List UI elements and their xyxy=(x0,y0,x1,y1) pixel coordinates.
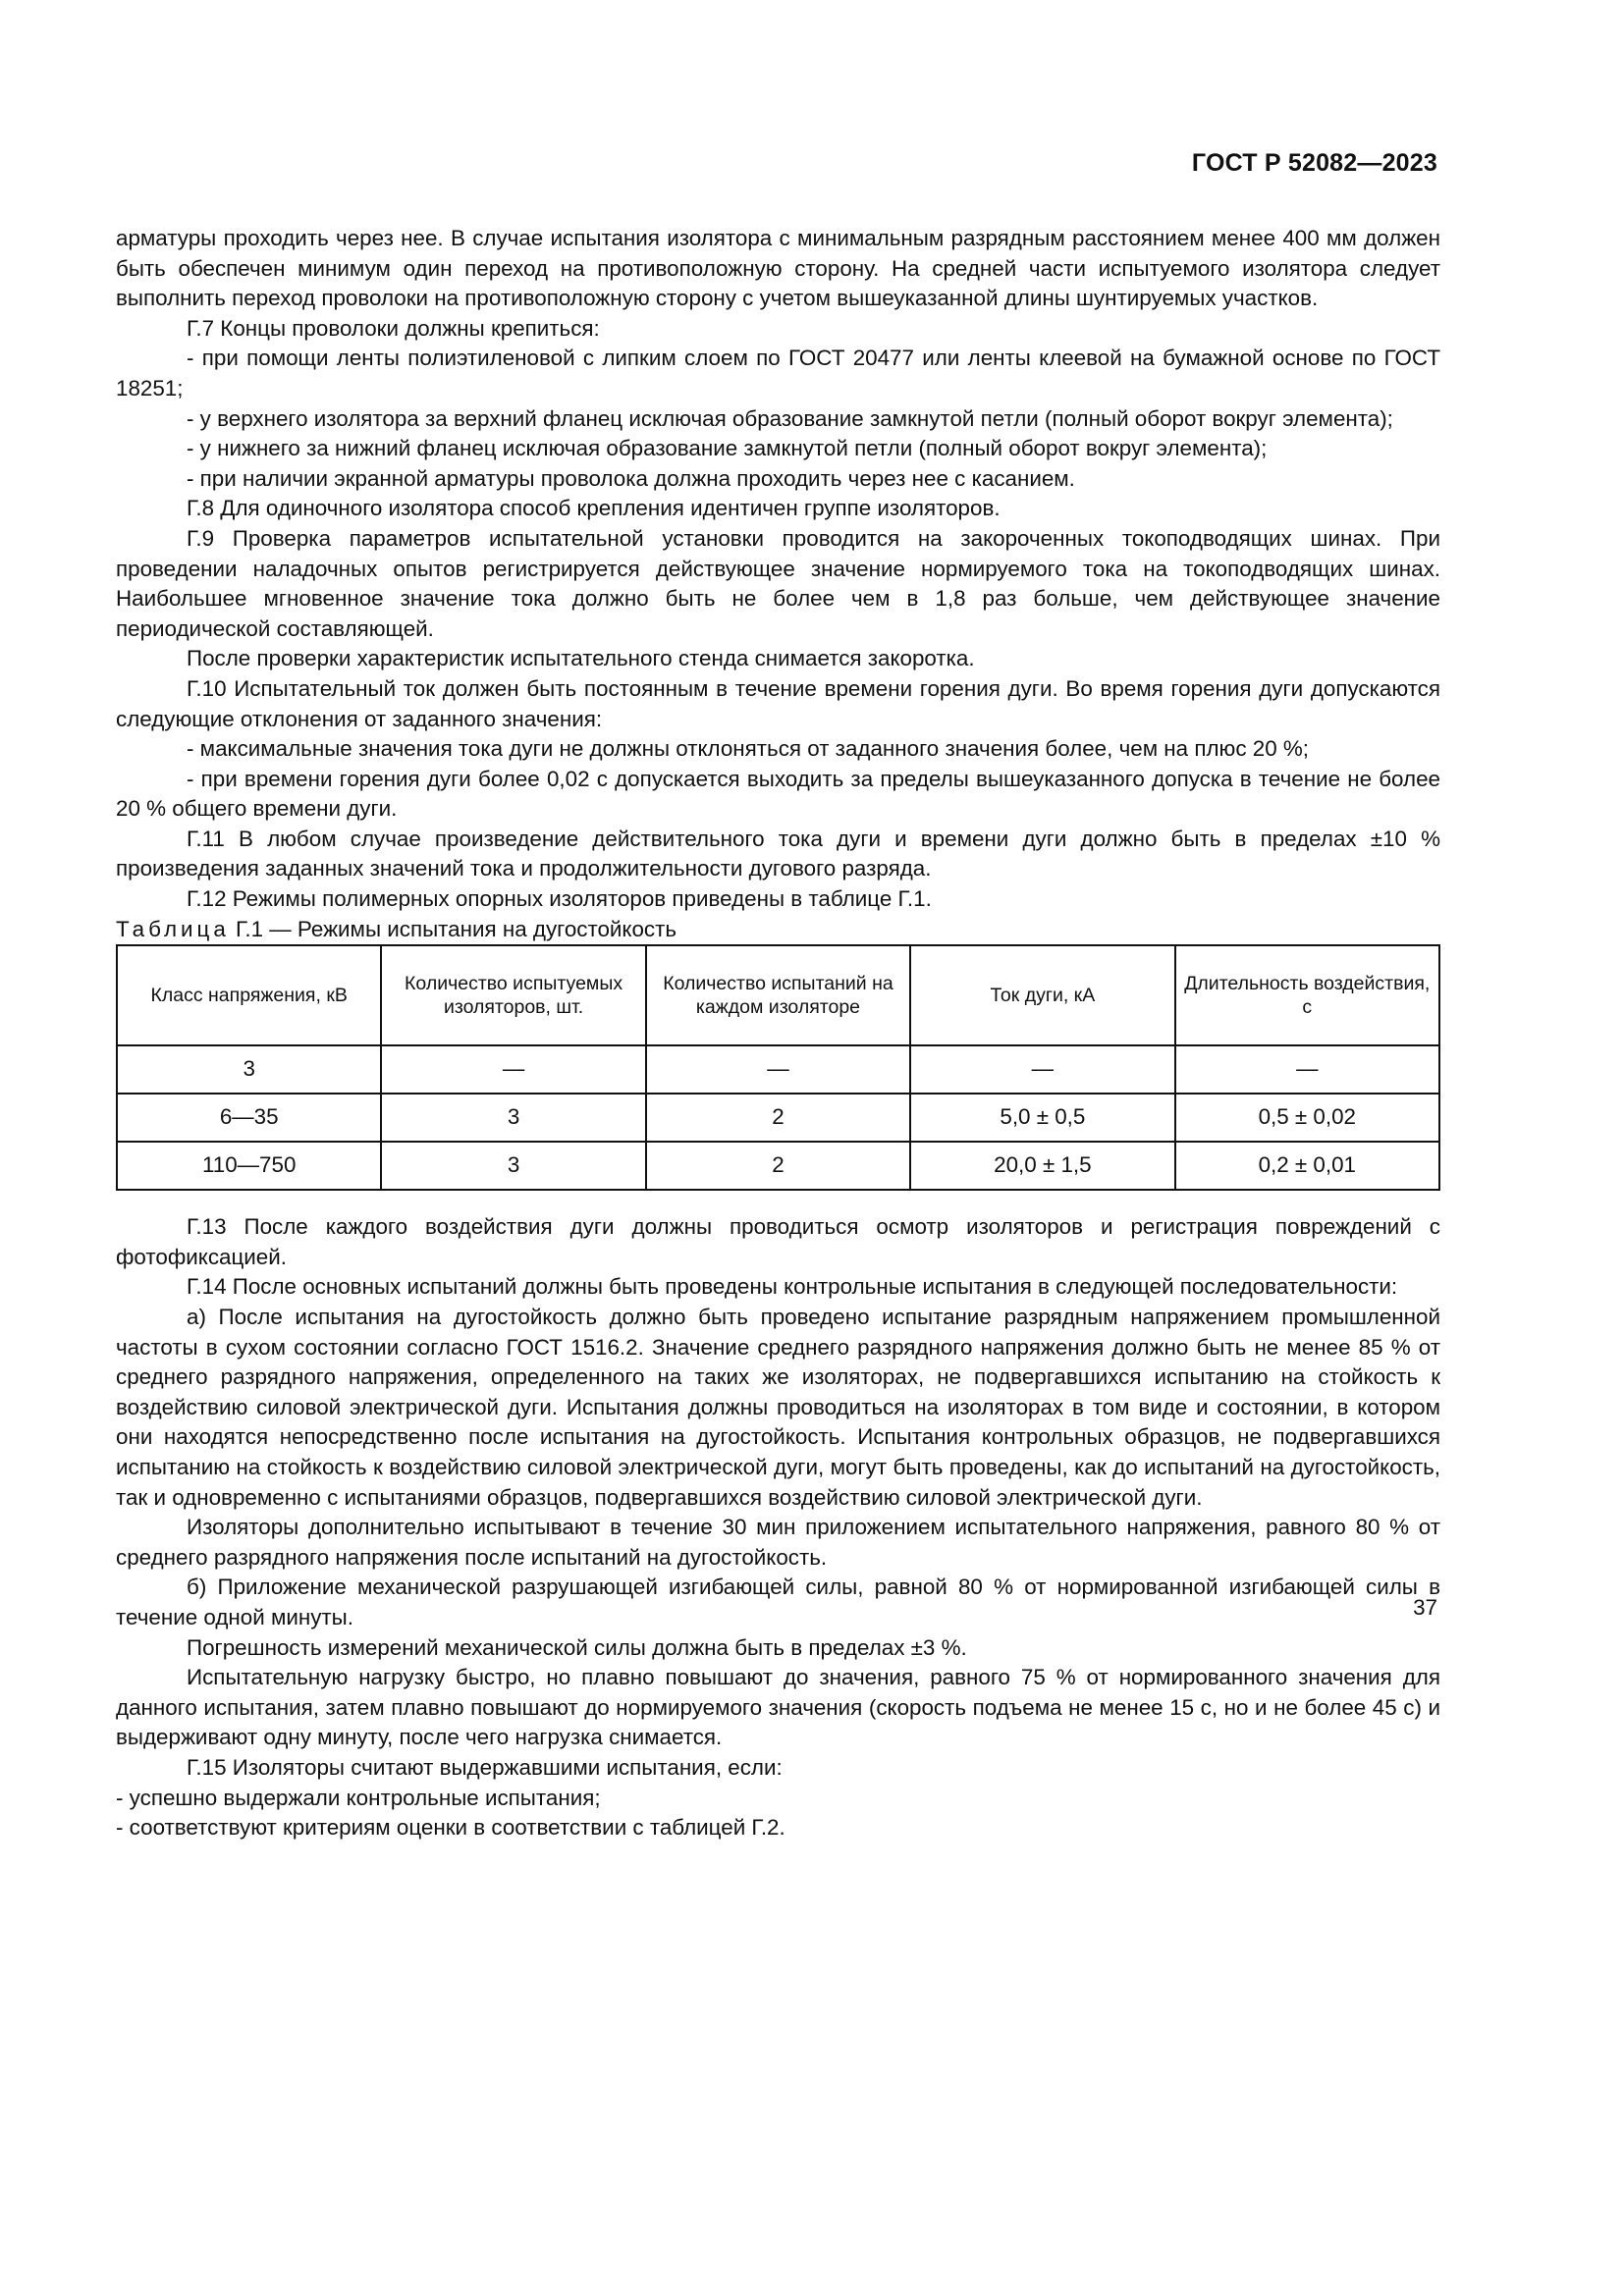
paragraph: - максимальные значения тока дуги не должны отклоняться от заданного значения более, чем на плюс 20 %; xyxy=(187,736,1310,762)
paragraph: Г.7 Концы проволоки должны крепиться: xyxy=(187,315,600,341)
table-header-cell: Количество испытуемых изоляторов, шт. xyxy=(381,945,645,1045)
paragraph: б) Приложение механической разрушающей изгибающей силы, равной 80 % от нормированной изгибающей силы в течение одной минуты. xyxy=(116,1575,1440,1629)
table-row xyxy=(117,1045,1439,1094)
paragraph: - у нижнего за нижний фланец исключая образование замкнутой петли (полный оборот вокруг элемента); xyxy=(187,436,1268,461)
paragraph: Г.12 Режимы полимерных опорных изоляторов приведены в таблице Г.1. xyxy=(187,886,932,912)
paragraph: а) После испытания на дугостойкость должно быть проведено испытание разрядным напряжением промышленной частоты в сухом состоянии согласно ГОСТ 1516.2. Значение среднего разрядного напряжения должно быть не менее 85 % от среднего разрядного напряжения, определенного на таких же изоляторах, не подвергавшихся испытанию на стойкость к воздействию силовой электрической дуги. Испытания должны проводиться на изоляторах в том виде и состоянии, в котором они находятся непосредственно после испытания на дугостойкость. Испытания контрольных образцов, не подвергавшихся испытанию на стойкость к воздействию силовой электрической дуги, могут быть проведены, как до испытаний на дугостойкость, так и одновременно с испытаниями образцов, подвергавшихся воздействию силовой электрической дуги. xyxy=(116,1305,1440,1510)
table-cell: 6—35 xyxy=(117,1094,381,1142)
paragraph: - при наличии экранной арматуры проволока должна проходить через нее с касанием. xyxy=(187,465,1075,491)
table-cell: 0,2 ± 0,01 xyxy=(1175,1142,1439,1190)
table-row xyxy=(117,1094,1439,1142)
table-header-row xyxy=(117,945,1439,1045)
paragraph: Изоляторы дополнительно испытывают в течение 30 мин приложением испытательного напряжения, равного 80 % от среднего разрядного напряжения после испытаний на дугостойкость. xyxy=(116,1515,1440,1570)
table-cell: 5,0 ± 0,5 xyxy=(910,1094,1174,1142)
table-header-cell: Ток дуги, кА xyxy=(910,945,1174,1045)
table-cell: 2 xyxy=(646,1094,910,1142)
document-code-header: ГОСТ Р 52082—2023 xyxy=(1191,149,1437,177)
paragraph: Г.14 После основных испытаний должны быть проведены контрольные испытания в следующей последовательности: xyxy=(187,1274,1398,1300)
paragraph: - успешно выдержали контрольные испытания; xyxy=(116,1785,601,1810)
table-cell: 3 xyxy=(381,1094,645,1142)
paragraph: Погрешность измерений механической силы должна быть в пределах ±3 %. xyxy=(187,1634,967,1660)
paragraph: Испытательную нагрузку быстро, но плавно повышают до значения, равного 75 % от нормированного значения для данного испытания, затем плавно повышают до нормируемого значения (скорость подъема не менее 15 с, но и не более 45 с) и выдерживают одну минуту, после чего нагрузка снимается. xyxy=(116,1665,1440,1750)
table-caption xyxy=(116,915,1440,945)
paragraphs-after-table xyxy=(116,1212,1440,1842)
page-number: 37 xyxy=(1413,1595,1437,1620)
paragraph: - при помощи ленты полиэтиленовой с липким слоем по ГОСТ 20477 или ленты клеевой на бумажной основе по ГОСТ 18251; xyxy=(116,346,1440,400)
paragraph: Г.8 Для одиночного изолятора способ крепления идентичен группе изоляторов. xyxy=(187,496,1001,521)
paragraph: - соответствуют критериям оценки в соответствии с таблицей Г.2. xyxy=(116,1815,785,1841)
table-cell: 3 xyxy=(117,1045,381,1094)
paragraph: Г.10 Испытательный ток должен быть постоянным в течение времени горения дуги. Во время горения дуги допускаются следующие отклонения от заданного значения: xyxy=(116,675,1440,731)
table-caption-prefix: Таблица xyxy=(116,916,230,941)
table-cell: — xyxy=(910,1045,1174,1094)
paragraphs-before-table xyxy=(116,224,1440,915)
table-header-cell: Длительность воздействия, с xyxy=(1175,945,1439,1045)
table-row xyxy=(117,1142,1439,1190)
table-header-cell: Класс напряжения, кВ xyxy=(117,945,381,1045)
table-cell: — xyxy=(646,1045,910,1094)
table-cell: — xyxy=(1175,1045,1439,1094)
table-cell: 2 xyxy=(646,1142,910,1190)
page-body xyxy=(116,224,1440,1843)
arc-resistance-modes-table xyxy=(116,944,1440,1191)
paragraph: Г.11 В любом случае произведение действительного тока дуги и времени дуги должно быть в пределах ±10 % произведения заданных значений тока и продолжительности дугового разряда. xyxy=(116,826,1440,881)
table-cell: 110—750 xyxy=(117,1142,381,1190)
paragraph: - у верхнего изолятора за верхний фланец исключая образование замкнутой петли (полный оборот вокруг элемента); xyxy=(187,405,1393,431)
table-cell: 0,5 ± 0,02 xyxy=(1175,1094,1439,1142)
table-body xyxy=(117,1045,1439,1190)
table-cell: 3 xyxy=(381,1142,645,1190)
paragraph: - при времени горения дуги более 0,02 с допускается выходить за пределы вышеуказанного допуска в течение не более 20 % общего времени дуги. xyxy=(116,766,1440,822)
table-caption-title: Г.1 — Режимы испытания на дугостойкость xyxy=(229,916,677,941)
paragraph: После проверки характеристик испытательного стенда снимается закоротка. xyxy=(187,646,975,671)
table-header-cell: Количество испытаний на каждом изоляторе xyxy=(646,945,910,1045)
table-cell: — xyxy=(381,1045,645,1094)
table-cell: 20,0 ± 1,5 xyxy=(910,1142,1174,1190)
paragraph: Г.15 Изоляторы считают выдержавшими испытания, если: xyxy=(187,1754,783,1780)
paragraph: Г.13 После каждого воздействия дуги должны проводиться осмотр изоляторов и регистрация повреждений с фотофиксацией. xyxy=(116,1214,1440,1269)
paragraph: Г.9 Проверка параметров испытательной установки проводится на закороченных токоподводящих шинах. При проведении наладочных опытов регистрируется действующее значение нормируемого тока на токоподводящих шинах. Наибольшее мгновенное значение тока должно быть не более чем в 1,8 раз больше, чем действующее значение периодической составляющей. xyxy=(116,525,1440,641)
paragraph: арматуры проходить через нее. В случае испытания изолятора с минимальным разрядным расстоянием менее 400 мм должен быть обеспечен минимум один переход на противоположную сторону. На средней части испытуемого изолятора следует выполнить переход проволоки на противоположную сторону с учетом вышеуказанной длины шунтируемых участков. xyxy=(116,226,1440,311)
